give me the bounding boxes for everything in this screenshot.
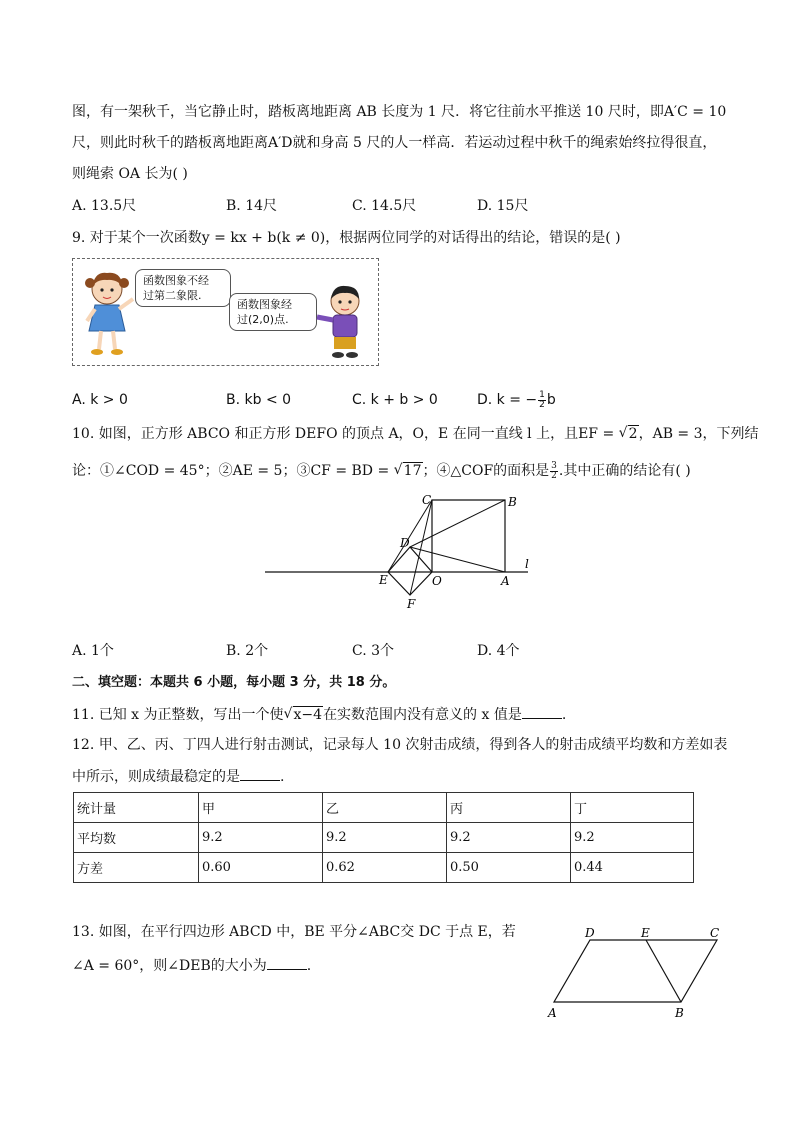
label-e: E	[379, 573, 388, 587]
segment-ec	[388, 500, 432, 572]
q11-a: 11. 已知 x 为正整数，写出一个使	[72, 707, 284, 723]
q8-option-b: B. 14尺	[226, 198, 278, 214]
square-abco	[432, 500, 505, 572]
table-header-cell: 统计量	[74, 793, 199, 823]
girl-illustration	[81, 269, 139, 359]
label-c: C	[710, 926, 720, 940]
label-l: l	[525, 557, 529, 571]
table-header-cell: 乙	[323, 793, 447, 823]
q10-line1-a: 10. 如图，正方形 ABCO 和正方形 DEFO 的顶点 A，O，E 在同一直线 l 上，且EF =	[72, 426, 619, 442]
q13-line2	[72, 955, 311, 976]
table-row	[74, 853, 694, 883]
table-cell: 0.50	[447, 853, 571, 883]
q12-answer-blank[interactable]	[240, 766, 280, 781]
q10-line2-c: .其中正确的结论有( )	[558, 463, 691, 479]
table-cell: 平均数	[74, 823, 199, 853]
table-cell: 9.2	[199, 823, 323, 853]
parallelogram-abcd	[554, 940, 717, 1002]
q10-frac-den: 2	[551, 470, 557, 481]
q9-option-c: C. k + b > 0	[352, 392, 438, 408]
square-defo	[388, 547, 432, 595]
q11-c: .	[561, 707, 567, 723]
q13-line2-b: .	[306, 958, 312, 974]
label-o: O	[432, 574, 442, 588]
segment-da	[410, 547, 505, 572]
table-cell: 0.44	[571, 853, 694, 883]
label-f: F	[407, 597, 416, 611]
table-header-cell: 丙	[447, 793, 571, 823]
q8-line1: 图，有一架秋千，当它静止时，踏板离地距离 AB 长度为 1 尺．将它往前水平推送 10 尺时，即A′C = 10	[72, 104, 727, 120]
boy-speech-line2: 过(2,0)点.	[237, 313, 289, 326]
q13-answer-blank[interactable]	[267, 955, 307, 970]
q9-option-d-frac-num: 1	[539, 389, 545, 400]
boy-speech-line1: 函数图象经	[237, 298, 292, 311]
q10-option-b: B. 2个	[226, 643, 269, 659]
girl-speech-line1: 函数图象不经	[143, 274, 209, 287]
q10-line2-radicand: 17	[403, 463, 422, 479]
q13-line1: 13. 如图，在平行四边形 ABCD 中，BE 平分∠ABC交 DC 于点 E，若	[72, 924, 516, 940]
label-c: C	[422, 493, 432, 507]
label-b: B	[675, 1006, 684, 1020]
table-cell: 9.2	[571, 823, 694, 853]
label-a: A	[501, 574, 510, 588]
q10-option-a: A. 1个	[72, 643, 114, 659]
label-b: B	[508, 495, 517, 509]
q9-stem: 9. 对于某个一次函数y = kx + b(k ≠ 0)，根据两位同学的对话得出的结论，错误的是( )	[72, 230, 621, 246]
q10-line1-b: ，AB = 3，下列结	[638, 426, 759, 442]
q9-option-d-frac-den: 2	[539, 399, 545, 410]
q10-line1-radicand: 2	[628, 426, 638, 442]
q9-option-d-text: D. k = −	[477, 392, 538, 408]
q10-line2-b: ；④△COF的面积是	[422, 463, 550, 479]
q9-dialog-figure	[72, 258, 379, 366]
label-d: D	[400, 536, 410, 550]
q12-line1: 12. 甲、乙、丙、丁四人进行射击测试，记录每人 10 次射击成绩，得到各人的射击成绩平均数和方差如表	[72, 737, 728, 753]
table-header-cell: 甲	[199, 793, 323, 823]
q13-line2-a: ∠A = 60°，则∠DEB的大小为	[72, 958, 267, 974]
section-2-title: 二、填空题：本题共 6 小题，每小题 3 分，共 18 分。	[72, 675, 396, 690]
boy-illustration	[313, 283, 373, 363]
label-e: E	[641, 926, 650, 940]
q8-line3: 则绳索 OA 长为( )	[72, 166, 188, 182]
table-cell: 0.60	[199, 853, 323, 883]
q11-radicand: x−4	[293, 707, 323, 723]
q11-b: 在实数范围内没有意义的 x 值是	[323, 707, 522, 723]
q10-option-d: D. 4个	[477, 643, 520, 659]
q10-line1	[72, 424, 759, 444]
q10-line2	[72, 461, 691, 481]
q9-option-d-tail: b	[546, 392, 556, 408]
q9-option-a: A. k > 0	[72, 392, 128, 408]
q8-line2: 尺，则此时秋千的踏板离地距离A′D就和身高 5 尺的人一样高．若运动过程中秋千的绳索始终拉得很直，	[72, 135, 717, 151]
q10-option-c: C. 3个	[352, 643, 395, 659]
q10-frac-num: 3	[551, 460, 557, 471]
girl-speech-bubble	[135, 269, 231, 307]
q12-line2	[72, 766, 284, 787]
q11-line	[72, 704, 566, 725]
q8-option-a: A. 13.5尺	[72, 198, 137, 214]
boy-speech-bubble	[229, 293, 317, 331]
q11-answer-blank[interactable]	[522, 704, 562, 719]
table-cell: 方差	[74, 853, 199, 883]
q12-line2-end: .	[280, 769, 285, 785]
segment-db	[410, 500, 505, 547]
girl-speech-line2: 过第二象限.	[143, 289, 202, 302]
table-header-row	[74, 793, 694, 823]
table-row	[74, 823, 694, 853]
q10-square-figure	[260, 490, 550, 615]
table-cell: 9.2	[447, 823, 571, 853]
table-cell: 9.2	[323, 823, 447, 853]
table-header-cell: 丁	[571, 793, 694, 823]
q8-option-c: C. 14.5尺	[352, 198, 417, 214]
segment-be	[646, 940, 681, 1002]
q13-parallelogram-figure	[540, 922, 730, 1024]
q9-option-d	[477, 390, 556, 410]
q12-line2-text: 中所示，则成绩最稳定的是	[72, 769, 240, 785]
q12-stats-table	[73, 792, 694, 883]
q10-line2-a: 论：①∠COD = 45°；②AE = 5；③CF = BD =	[72, 463, 394, 479]
q9-option-b: B. kb < 0	[226, 392, 292, 408]
label-d: D	[585, 926, 595, 940]
label-a: A	[548, 1006, 557, 1020]
q8-option-d: D. 15尺	[477, 198, 529, 214]
table-cell: 0.62	[323, 853, 447, 883]
